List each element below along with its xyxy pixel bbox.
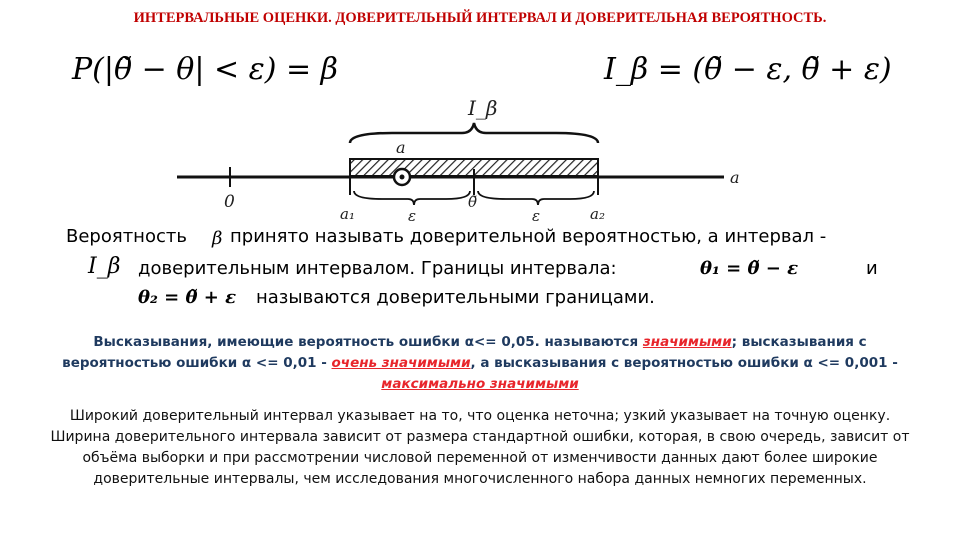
term-very-significant: очень значимыми <box>331 355 471 371</box>
significance-paragraph: Высказывания, имеющие вероятность ошибки α<= 0,05. называются значимыми; высказывания с вероятностью ошибки α <= 0,01 - очень значимыми, а высказывания с вероятностью ошибки α <= 0,001 - максимально значимыми <box>62 334 898 392</box>
theta2-formula: θ₂ = θ̃ + ε <box>138 287 237 308</box>
i-beta-symbol: I_β <box>88 254 121 279</box>
a2-label: a₂ <box>590 205 605 223</box>
term-significant: значимыми <box>642 334 732 350</box>
conclusion-paragraph-1: Широкий доверительный интервал указывает на то, что оценка неточна; узкий указывает на точную оценку. <box>69 408 891 424</box>
axis-end-label: a <box>730 168 740 187</box>
theta1-formula: θ₁ = θ̃ − ε <box>700 258 799 279</box>
beta-symbol: β <box>212 228 223 249</box>
a1-label: a₁ <box>340 205 355 223</box>
term-maximally-significant: максимально значимыми <box>381 376 579 392</box>
probability-word: Вероятность <box>66 226 187 247</box>
zero-label: 0 <box>224 192 235 212</box>
page-title: ИНТЕРВАЛЬНЫЕ ОЦЕНКИ. ДОВЕРИТЕЛЬНЫЙ ИНТЕРВАЛ И ДОВЕРИТЕЛЬНАЯ ВЕРОЯТНОСТЬ. <box>133 10 827 26</box>
conclusion-text <box>40 406 920 490</box>
theta-label: θ̃ <box>468 193 478 211</box>
interval-brace <box>350 123 598 143</box>
and-word: и <box>866 258 878 279</box>
definition-text-2: доверительным интервалом. Границы интервала: <box>138 258 617 279</box>
definition-text-1: принято называть доверительной вероятностью, а интервал - <box>230 226 827 247</box>
interval-label: I_β <box>468 96 498 120</box>
epsilon-left-label: ε <box>408 207 417 225</box>
probability-formula: P(|θ̃ − θ| < ε) = β <box>72 52 339 87</box>
point-label: a <box>396 138 406 157</box>
definition-text-3: называются доверительными границами. <box>256 287 655 308</box>
epsilon-right-label: ε <box>532 207 541 225</box>
interval-formula: I_β = (θ̃ − ε, θ̃ + ε) <box>604 52 892 87</box>
conclusion-paragraph-2: Ширина доверительного интервала зависит от размера стандартной ошибки, которая, в свою очередь, зависит от объёма выборки и при рассмотрении числовой переменной от изменчивости данных дают более широкие доверительные интервалы, чем исследования многочисленного набора данных немногих переменных. <box>50 429 910 487</box>
interval-diagram <box>172 95 772 225</box>
